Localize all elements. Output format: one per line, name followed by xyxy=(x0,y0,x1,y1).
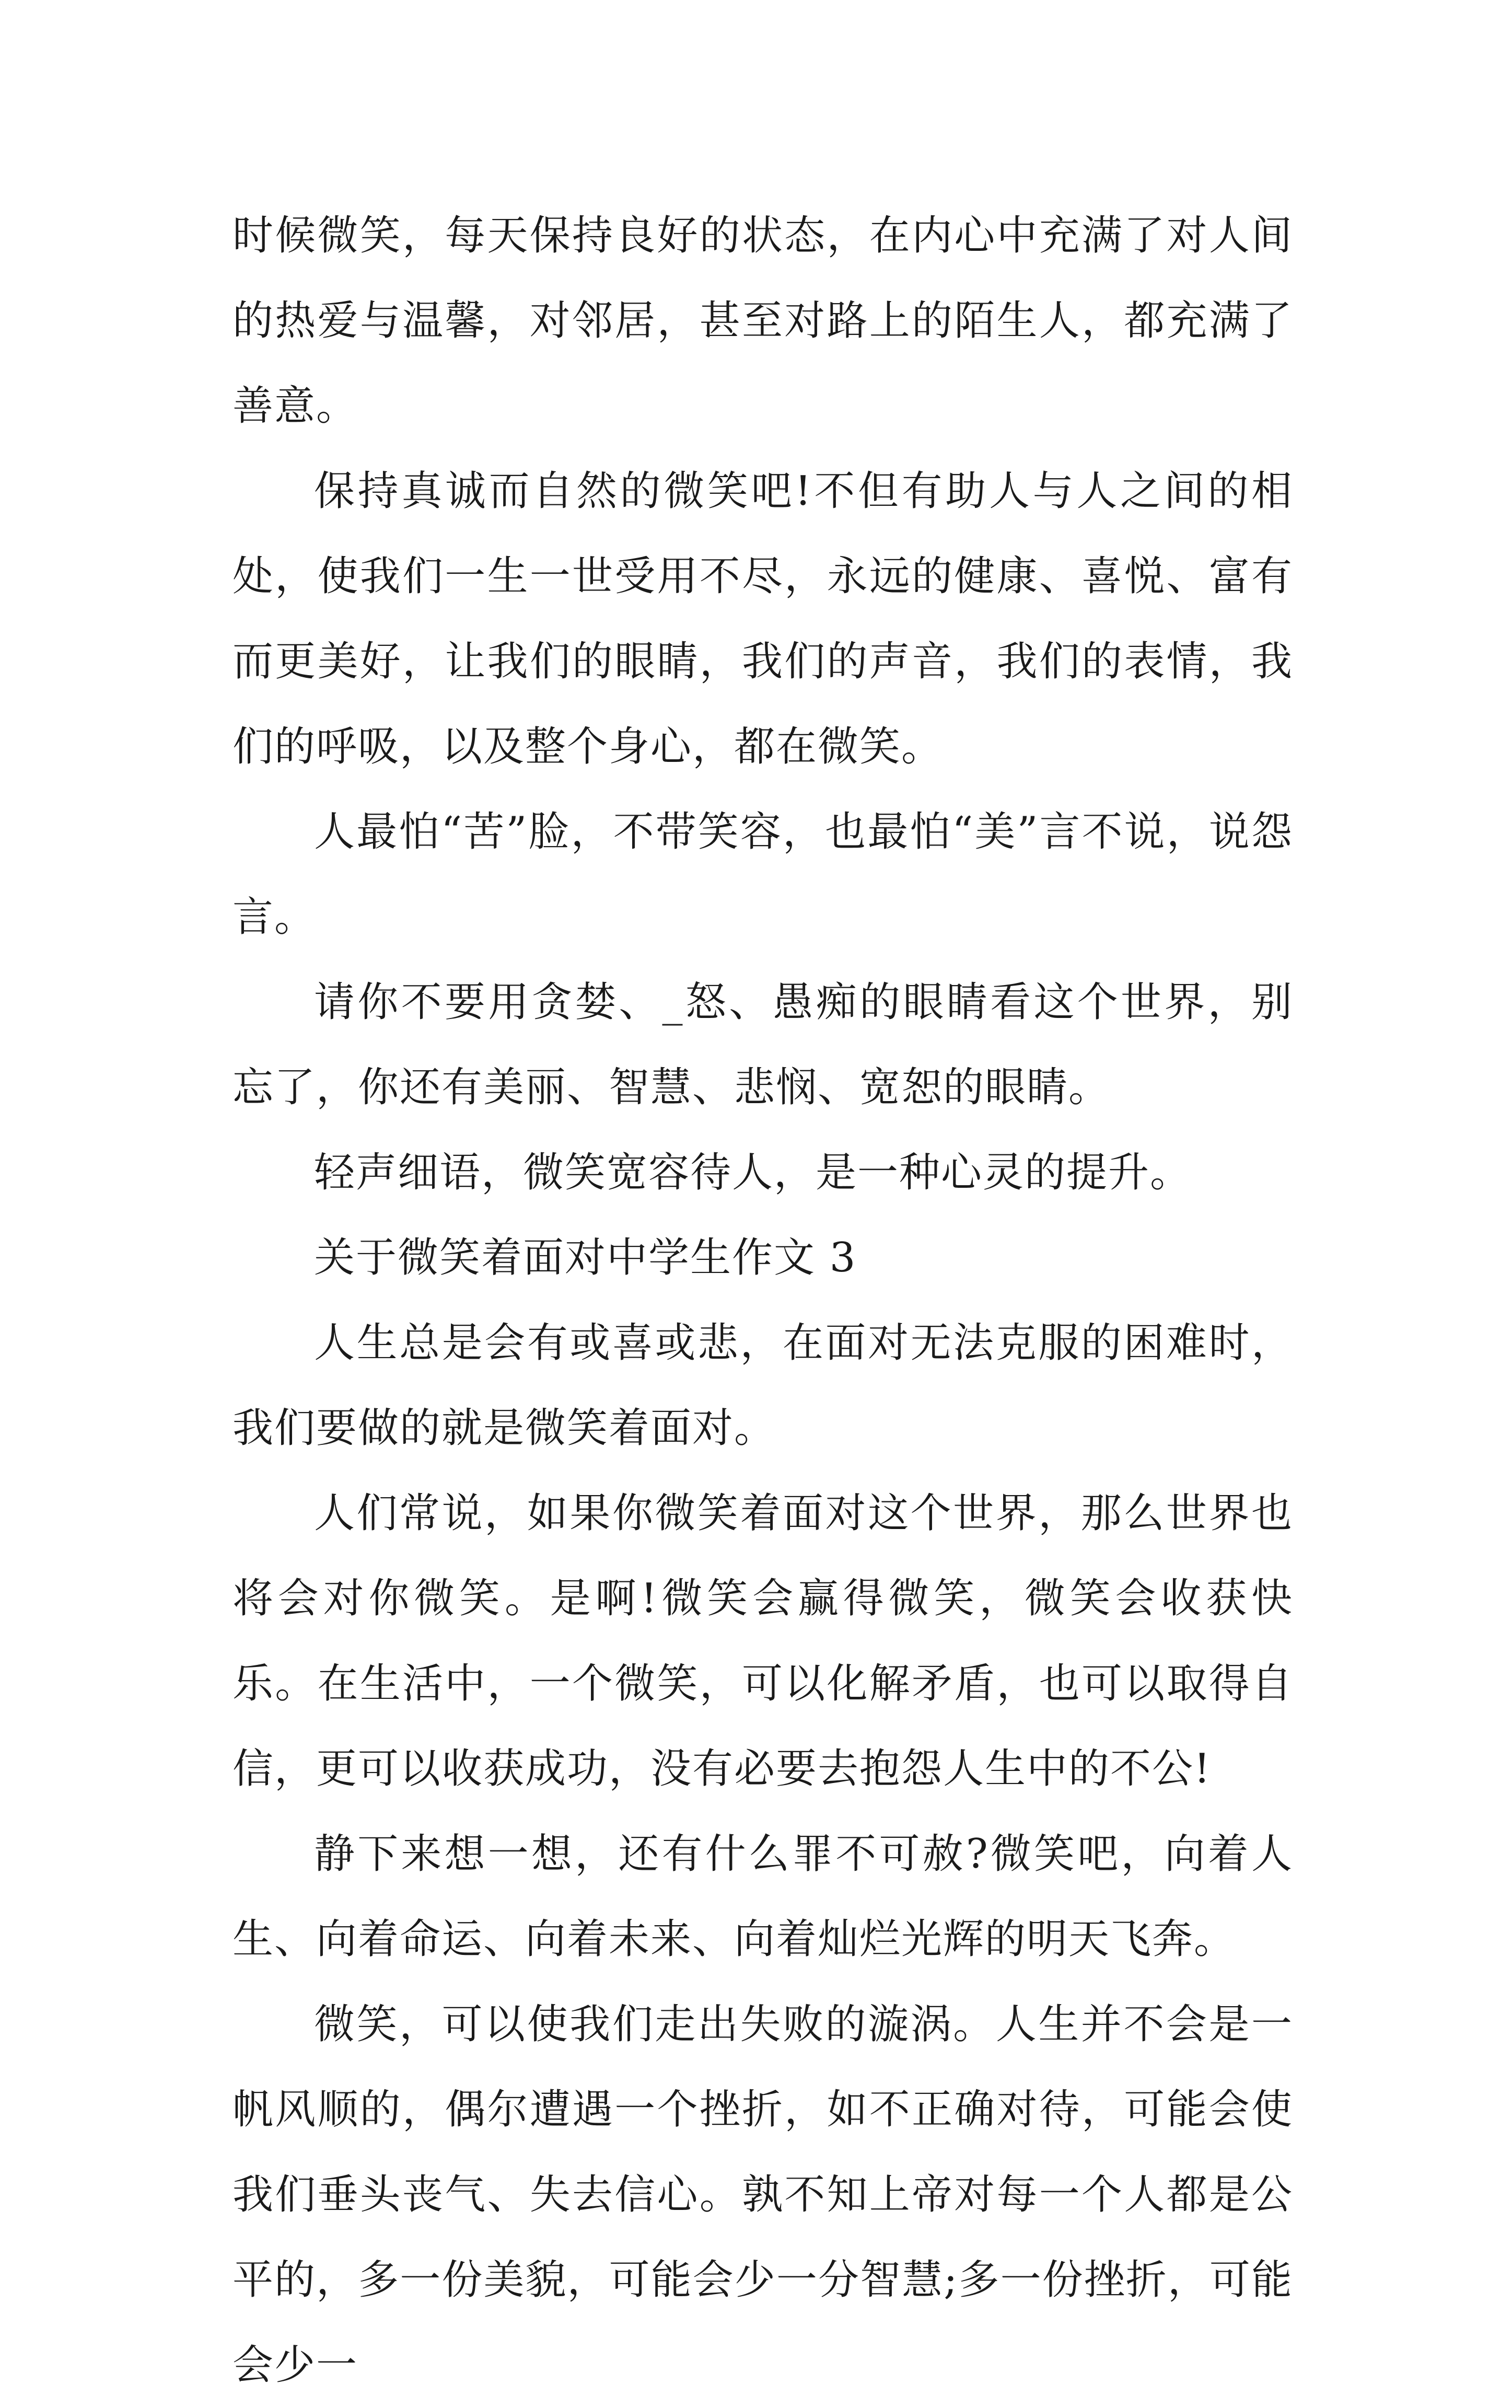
paragraph: 静下来想一想，还有什么罪不可赦?微笑吧，向着人生、向着命运、向着未来、向着灿烂光辉的明天飞奔。 xyxy=(232,1831,1293,1963)
paragraph: 人们常说，如果你微笑着面对这个世界，那么世界也将会对你微笑。是啊!微笑会赢得微笑，微笑会收获快乐。在生活中，一个微笑，可以化解矛盾，也可以取得自信，更可以收获成功，没有必要去抱怨人生中的不公! xyxy=(232,1490,1293,1792)
body-text xyxy=(232,193,1293,2408)
paragraph: 请你不要用贪婪、_怒、愚痴的眼睛看这个世界，别忘了，你还有美丽、智慧、悲悯、宽恕的眼睛。 xyxy=(232,979,1293,1111)
paragraph: 时候微笑，每天保持良好的状态，在内心中充满了对人间的热爱与温馨，对邻居，甚至对路上的陌生人，都充满了善意。 xyxy=(232,212,1293,430)
paragraph: 保持真诚而自然的微笑吧!不但有助人与人之间的相处，使我们一生一世受用不尽，永远的健康、喜悦、富有而更美好，让我们的眼睛，我们的声音，我们的表情，我们的呼吸，以及整个身心，都在微笑。 xyxy=(232,468,1293,770)
paragraph: 轻声细语，微笑宽容待人，是一种心灵的提升。 xyxy=(314,1149,1192,1196)
paragraph: 人最怕“苦”脸，不带笑容，也最怕“美”言不说，说怨言。 xyxy=(232,808,1293,941)
section-heading: 关于微笑着面对中学生作文 3 xyxy=(314,1234,857,1281)
paragraph: 微笑，可以使我们走出失败的漩涡。人生并不会是一帆风顺的，偶尔遭遇一个挫折，如不正确对待，可能会使我们垂头丧气、失去信心。孰不知上帝对每一个人都是公平的，多一份美貌，可能会少一分智慧;多一份挫折，可能会少一 xyxy=(232,2001,1293,2389)
paragraph: 人生总是会有或喜或悲，在面对无法克服的困难时，我们要做的就是微笑着面对。 xyxy=(232,1319,1293,1452)
